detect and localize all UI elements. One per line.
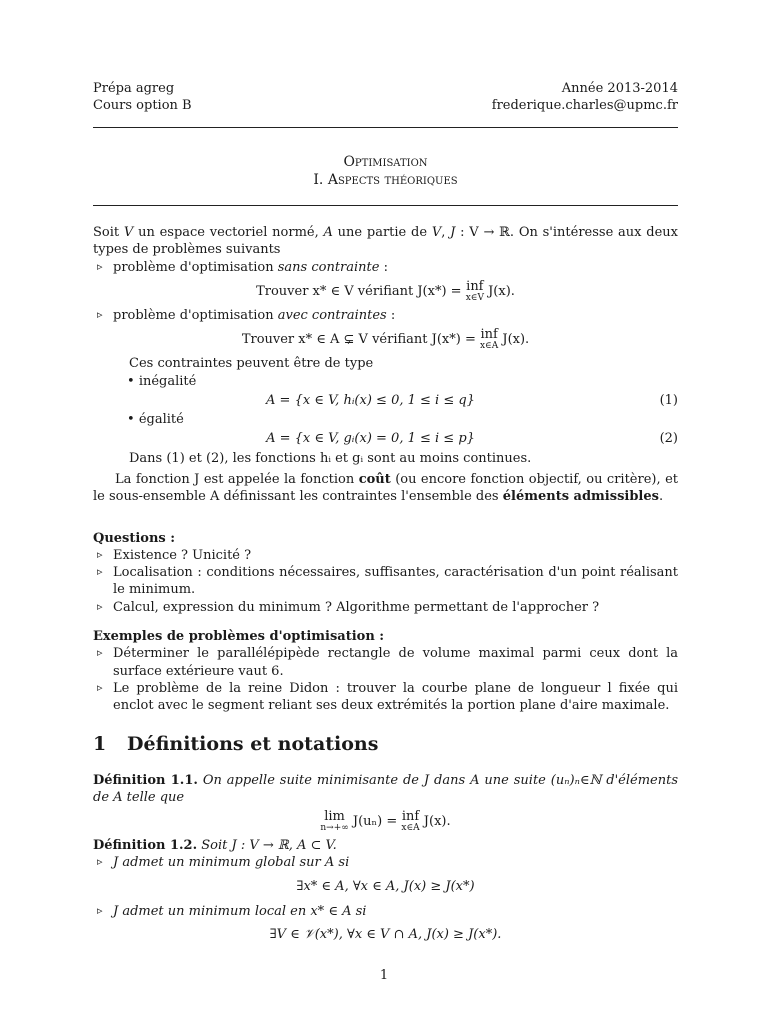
continuity-note: Dans (1) et (2), les fonctions hᵢ et gᵢ sont au moins continues. [129, 450, 532, 466]
course-level: Prépa agreg [93, 81, 175, 96]
equation-1-number: (1) [659, 392, 678, 408]
header-rule [93, 127, 678, 128]
equation-2-number: (2) [659, 431, 678, 447]
page-number: 1 [379, 968, 389, 983]
section-number: 1 [93, 733, 107, 756]
examples-block [93, 628, 678, 714]
author-email: frederique.charles@upmc.fr [491, 97, 678, 113]
intro-paragraph: Soit V un espace vectoriel normé, A une partie de V, J : V → ℝ. On s'intéresse aux deux types de problèmes suivants [93, 225, 678, 258]
course-option: Cours option B [93, 97, 192, 113]
problem-list-1 [93, 259, 678, 276]
list-item: ▹ Déterminer le parallélépipède rectangle de volume maximal parmi ceux dont la surface extérieure vaut 6. [113, 645, 678, 680]
problem-constrained: ▹ problème d'optimisation avec contraintes : [113, 307, 678, 324]
definition-1-2 [93, 837, 678, 943]
title-line-1: Optimisation [343, 153, 428, 170]
equation-1: A = {x ∈ V, hᵢ(x) ≤ 0, 1 ≤ i ≤ q} (1) [266, 392, 678, 408]
questions-list [93, 547, 678, 616]
definition-1-1 [93, 772, 678, 834]
definition-text: On appelle suite minimisante de J dans A une suite (uₙ)ₙ∈ℕ d'éléments de A telle que [93, 772, 679, 805]
page [93, 81, 678, 950]
examples-list [93, 645, 678, 714]
list-item: ▹ J admet un minimum local en x* ∈ A si [113, 903, 678, 920]
list-item: ▹ Existence ? Unicité ? [113, 547, 678, 564]
bullet-inequality: • inégalité [127, 373, 197, 389]
equation-local-min: ∃V ∈ 𝒱(x*), ∀x ∈ V ∩ A, J(x) ≥ J(x*). [269, 927, 502, 943]
equation-minimizing-sequence: lim n→+∞ J(uₙ) = inf x∈A J(x). [320, 809, 451, 834]
title-rule [93, 205, 678, 206]
equation-unconstrained: Trouver x* ∈ V vérifiant J(x*) = inf x∈V J(x). [256, 279, 515, 303]
definition-text: Soit J : V → ℝ, A ⊂ V. [197, 838, 337, 854]
list-item: ▹ Le problème de la reine Didon : trouver la courbe plane de longueur l fixée qui enclot avec le segment reliant ses deux extrémités la portion plane d'aire maximale. [113, 680, 678, 715]
questions-heading: Questions : [93, 530, 176, 546]
examples-heading: Exemples de problèmes d'optimisation : [93, 628, 385, 644]
title-line-2: I. Aspects théoriques [313, 171, 458, 188]
list-item: ▹ Localisation : conditions nécessaires, suffisantes, caractérisation d'un point réalisant le minimum. [113, 564, 678, 599]
questions-block [93, 530, 678, 616]
list-item: ▹ J admet un minimum global sur A si [113, 854, 678, 871]
definition-label: Définition 1.2. [93, 838, 198, 854]
header-left [93, 81, 192, 115]
constraints-intro: Ces contraintes peuvent être de type [129, 356, 374, 372]
bullet-equality: • égalité [127, 412, 184, 428]
definition-label: Définition 1.1. [93, 772, 198, 788]
list-item: ▹ Calcul, expression du minimum ? Algorithme permettant de l'approcher ? [113, 599, 678, 616]
equation-constrained: Trouver x* ∈ A ⊊ V vérifiant J(x*) = inf x∈A J(x). [241, 327, 530, 352]
document-header [93, 81, 678, 115]
section-heading [93, 732, 678, 757]
intro-block [93, 224, 678, 505]
section-title: Définitions et notations [127, 733, 379, 756]
equation-2: A = {x ∈ V, gᵢ(x) = 0, 1 ≤ i ≤ p} (2) [266, 431, 678, 447]
document-title [93, 153, 678, 189]
cost-paragraph: La fonction J est appelée la fonction coût (ou encore fonction objectif, ou critère), et le sous-ensemble A définissant les contraintes l'ensemble des éléments admissibles. [93, 471, 678, 505]
problem-unconstrained: ▹ problème d'optimisation sans contrainte : [113, 259, 678, 276]
equation-global-min: ∃x* ∈ A, ∀x ∈ A, J(x) ≥ J(x*) [296, 878, 475, 894]
header-right [492, 81, 678, 115]
problem-list-2 [93, 307, 678, 324]
academic-year: Année 2013-2014 [561, 81, 678, 96]
